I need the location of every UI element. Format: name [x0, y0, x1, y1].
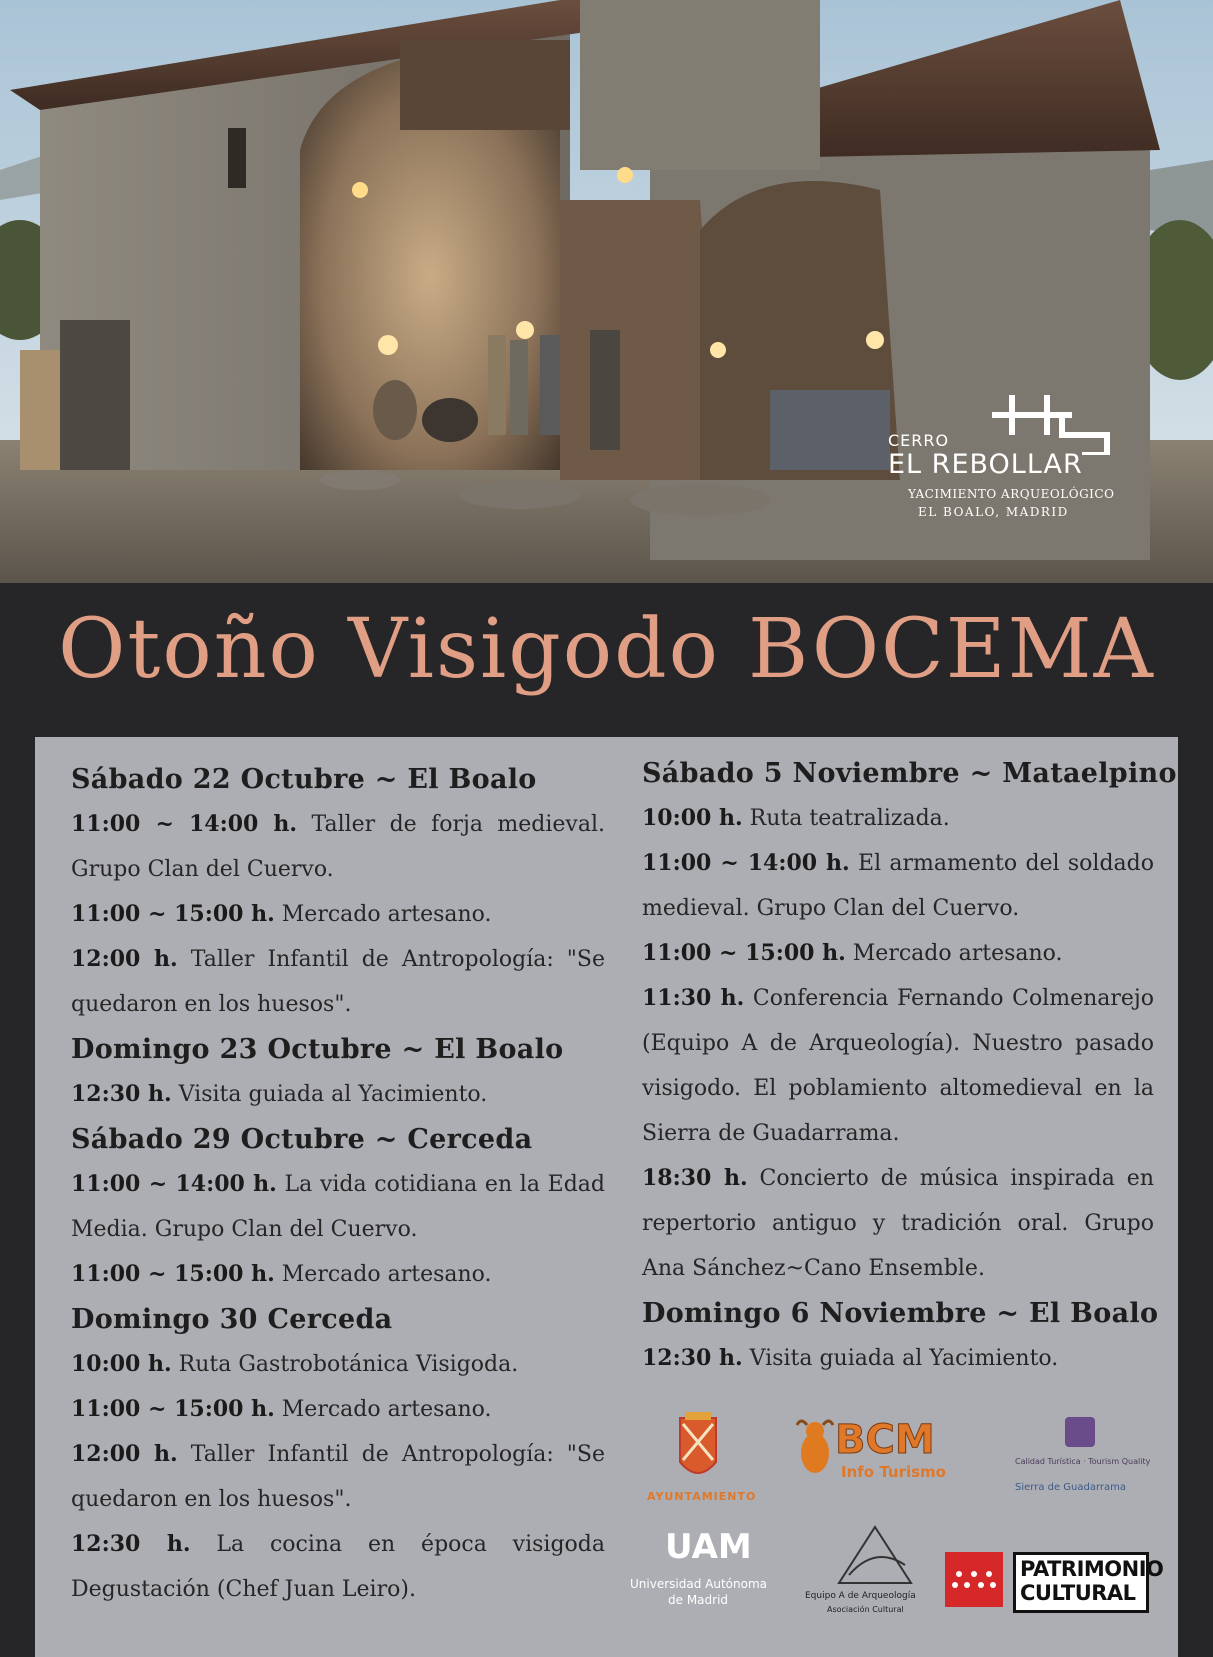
hero-illustration	[0, 0, 1213, 583]
arrowhead-icon	[835, 1525, 915, 1587]
logo-name-text: EL REBOLLAR	[888, 449, 1083, 480]
day-heading: Sábado 29 Octubre ~ Cerceda	[71, 1124, 533, 1155]
uam-logo	[630, 1527, 790, 1627]
comunidad-madrid-flag	[945, 1552, 1003, 1607]
event-description: Ruta teatralizada.	[742, 806, 950, 831]
uam-text: UAM	[665, 1527, 752, 1567]
event-description: Taller de forja medieval. Grupo Clan del Cuervo.	[71, 812, 605, 882]
event-time: 10:00 h.	[642, 805, 743, 831]
patrimonio-cultural-logo	[1013, 1552, 1164, 1613]
ayuntamiento-logo	[633, 1412, 763, 1512]
page-title: Otoño Visigodo BOCEMA	[58, 602, 1155, 697]
uam-sub2-text: de Madrid	[668, 1593, 729, 1607]
uam-sub1-text: Universidad Autónoma	[630, 1577, 767, 1591]
event-time: 11:30 h.	[642, 985, 745, 1011]
event-entry	[71, 1072, 605, 1117]
event-time: 10:00 h.	[71, 1351, 172, 1377]
event-time: 11:00 ~ 14:00 h.	[642, 850, 850, 876]
event-entry	[642, 1156, 1154, 1291]
patrimonio2-text: CULTURAL	[1020, 1581, 1136, 1605]
event-time: 12:00 h.	[71, 946, 178, 972]
event-description: Mercado artesano.	[274, 902, 492, 927]
event-time: 18:30 h.	[642, 1165, 748, 1191]
logo-place-text: EL BOALO, MADRID	[918, 505, 1069, 519]
event-description: Taller Infantil de Antropología: "Se quedaron en los huesos".	[71, 1442, 605, 1512]
event-description: Ruta Gastrobotánica Visigoda.	[171, 1352, 519, 1377]
event-entry	[71, 1162, 605, 1252]
quality-sierra-text: Sierra de Guadarrama	[1015, 1482, 1127, 1493]
event-description: Conferencia Fernando Colmenarejo (Equipo A de Arqueología). Nuestro pasado visigodo. El poblamiento altomedieval en la Sierra de Guadarrama.	[642, 986, 1154, 1146]
bcm-text: BCM	[835, 1417, 935, 1463]
event-entry	[71, 802, 605, 892]
logo-cerro-text: CERRO	[888, 431, 950, 450]
event-time: 12:30 h.	[71, 1531, 191, 1557]
event-entry	[642, 796, 1154, 841]
event-entry	[71, 892, 605, 937]
event-time: 12:30 h.	[642, 1345, 743, 1371]
event-entry	[71, 1252, 605, 1297]
event-description: Mercado artesano.	[274, 1397, 492, 1422]
day-heading: Sábado 5 Noviembre ~ Mataelpino	[642, 758, 1177, 789]
event-description: La vida cotidiana en la Edad Media. Grupo Clan del Cuervo.	[71, 1172, 605, 1242]
day-heading: Domingo 23 Octubre ~ El Boalo	[71, 1034, 564, 1065]
bcm-info-turismo-logo	[795, 1417, 965, 1497]
equipo1-text: Equipo A de Arqueología	[805, 1591, 916, 1601]
event-entry	[642, 1336, 1154, 1381]
event-entry	[71, 1522, 605, 1612]
goat-mascot-icon	[795, 1419, 835, 1479]
equipo-a-logo	[805, 1525, 955, 1635]
program-panel	[35, 737, 1178, 1657]
event-time: 11:00 ~ 15:00 h.	[71, 1261, 275, 1287]
q-icon	[1065, 1417, 1095, 1447]
program-left-column	[71, 737, 605, 1612]
event-description: El armamento del soldado medieval. Grupo Clan del Cuervo.	[642, 851, 1154, 921]
event-time: 11:00 ~ 14:00 h.	[71, 1171, 277, 1197]
patrimonio1-text: PATRIMONIO	[1020, 1557, 1164, 1581]
event-description: Concierto de música inspirada en repertorio antiguo y tradición oral. Grupo Ana Sánchez~Cano Ensemble.	[642, 1166, 1154, 1281]
event-entry	[71, 1342, 605, 1387]
event-entry	[71, 1432, 605, 1522]
event-entry	[71, 1387, 605, 1432]
program-right-column	[642, 737, 1177, 1381]
ayuntamiento-text: AYUNTAMIENTO	[647, 1490, 757, 1503]
event-description: La cocina en época visigoda Degustación (Chef Juan Leiro).	[71, 1532, 605, 1602]
day-heading: Sábado 22 Octubre ~ El Boalo	[71, 764, 537, 795]
event-time: 11:00 ~ 14:00 h.	[71, 811, 298, 837]
event-description: Taller Infantil de Antropología: "Se quedaron en los huesos".	[71, 947, 605, 1017]
event-description: Visita guiada al Yacimiento.	[171, 1082, 488, 1107]
stars-icon	[945, 1552, 1003, 1607]
bcm-sub-text: Info Turismo	[841, 1463, 946, 1481]
day-heading: Domingo 30 Cerceda	[71, 1304, 393, 1335]
event-description: Mercado artesano.	[845, 941, 1063, 966]
event-time: 12:30 h.	[71, 1081, 172, 1107]
event-description: Mercado artesano.	[274, 1262, 492, 1287]
event-entry	[642, 931, 1154, 976]
event-entry	[642, 841, 1154, 931]
event-description: Visita guiada al Yacimiento.	[742, 1346, 1059, 1371]
logo-subtitle-text: YACIMIENTO ARQUEOLÓGICO	[908, 487, 1115, 501]
coat-of-arms-icon	[633, 1412, 763, 1490]
day-heading: Domingo 6 Noviembre ~ El Boalo	[642, 1298, 1159, 1329]
event-entry	[642, 976, 1154, 1156]
rebollar-emblem-icon	[992, 395, 1152, 455]
tourism-quality-logo	[1015, 1417, 1165, 1497]
equipo2-text: Asociación Cultural	[827, 1605, 904, 1614]
event-time: 11:00 ~ 15:00 h.	[642, 940, 846, 966]
event-time: 12:00 h.	[71, 1441, 178, 1467]
event-time: 11:00 ~ 15:00 h.	[71, 1396, 275, 1422]
event-time: 11:00 ~ 15:00 h.	[71, 901, 275, 927]
quality-text: Calidad Turística · Tourism Quality	[1015, 1457, 1151, 1466]
event-entry	[71, 937, 605, 1027]
el-rebollar-logo	[880, 395, 1180, 525]
